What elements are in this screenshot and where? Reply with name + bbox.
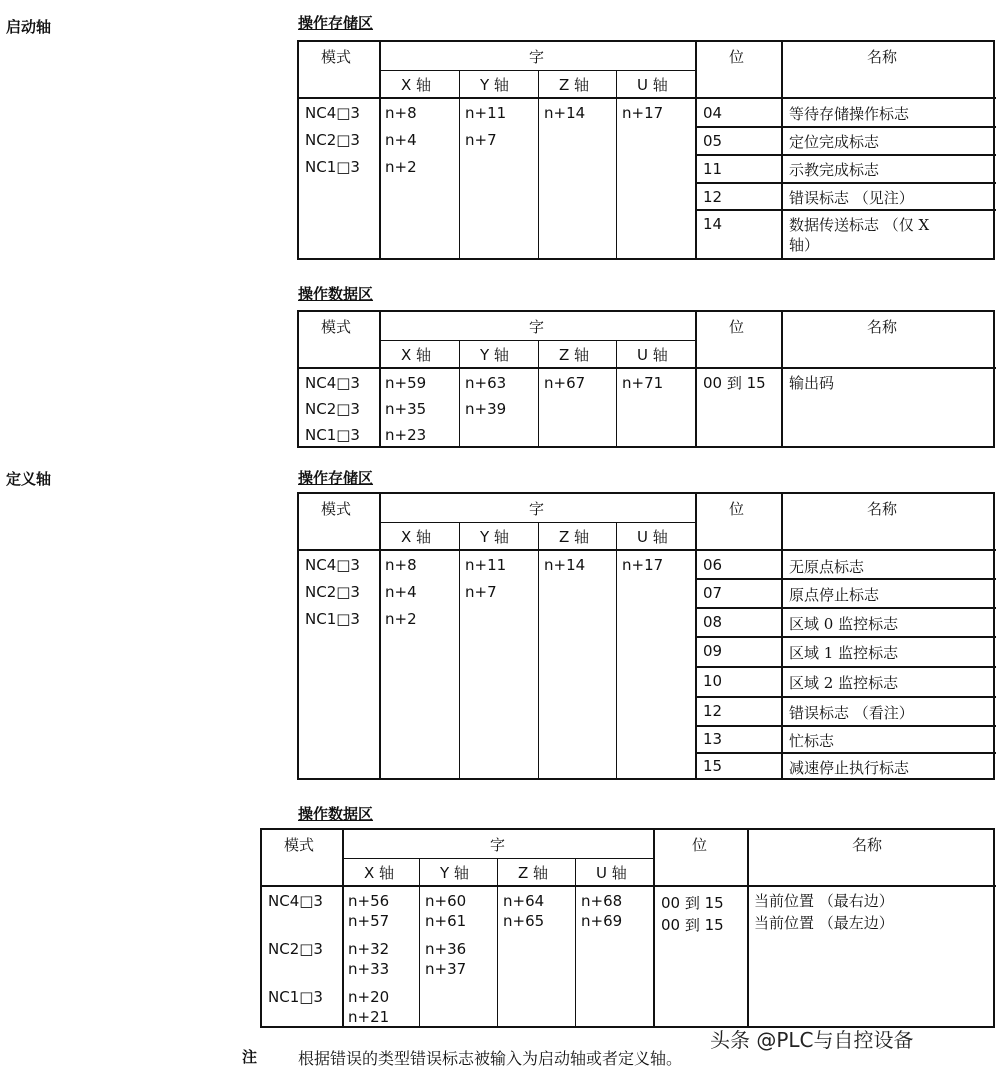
bit-cell: 10	[703, 672, 723, 690]
word-cell: n+11	[465, 556, 507, 574]
note-label: 注	[242, 1048, 258, 1066]
bit-cell: 04	[703, 104, 723, 122]
mode-cell: NC2□3	[268, 940, 323, 958]
name-cell: 原点停止标志	[789, 586, 880, 604]
header-name: 名称	[867, 500, 898, 518]
header-y-axis: Y 轴	[480, 346, 509, 364]
name-cell: 示教完成标志	[789, 161, 880, 179]
table-op-storage-define	[297, 492, 995, 780]
mode-cell: NC1□3	[305, 610, 360, 628]
word-cell: n+68	[581, 892, 623, 910]
mode-cell: NC2□3	[305, 131, 360, 149]
header-word: 字	[529, 48, 545, 66]
mode-cell: NC1□3	[305, 426, 360, 444]
mode-cell: NC4□3	[268, 892, 323, 910]
name-cell: 等待存储操作标志	[789, 105, 910, 123]
name-cell: 减速停止执行标志	[789, 759, 910, 777]
word-cell: n+17	[622, 104, 664, 122]
word-cell: n+65	[503, 912, 545, 930]
header-z-axis: Z 轴	[559, 528, 590, 546]
name-cell: 错误标志 （见注）	[789, 189, 914, 207]
name-cell: 区域 0 监控标志	[789, 615, 899, 633]
word-cell: n+37	[425, 960, 467, 978]
word-cell: n+4	[385, 583, 417, 601]
header-z-axis: Z 轴	[518, 864, 549, 882]
header-y-axis: Y 轴	[480, 76, 509, 94]
word-cell: n+36	[425, 940, 467, 958]
word-cell: n+7	[465, 131, 497, 149]
word-cell: n+67	[544, 374, 586, 392]
word-cell: n+71	[622, 374, 664, 392]
bit-cell: 00 到 15	[661, 916, 724, 934]
word-cell: n+63	[465, 374, 507, 392]
word-cell: n+39	[465, 400, 507, 418]
header-y-axis: Y 轴	[480, 528, 509, 546]
section-title-op-storage-2: 操作存储区	[298, 469, 374, 487]
header-z-axis: Z 轴	[559, 346, 590, 364]
word-cell: n+32	[348, 940, 390, 958]
word-cell: n+4	[385, 131, 417, 149]
bit-cell: 13	[703, 730, 723, 748]
bit-cell: 15	[703, 757, 723, 775]
bit-cell: 12	[703, 702, 723, 720]
bit-cell: 08	[703, 613, 723, 631]
header-name: 名称	[867, 48, 898, 66]
name-cell: 当前位置 （最左边）	[754, 914, 894, 932]
mode-cell: NC1□3	[268, 988, 323, 1006]
bit-cell: 00 到 15	[703, 374, 766, 392]
mode-cell: NC1□3	[305, 158, 360, 176]
word-cell: n+60	[425, 892, 467, 910]
header-x-axis: X 轴	[364, 864, 395, 882]
header-mode: 模式	[321, 48, 352, 66]
word-cell: n+21	[348, 1008, 390, 1026]
word-cell: n+2	[385, 610, 417, 628]
header-name: 名称	[852, 836, 883, 854]
table-op-data-define	[260, 828, 995, 1028]
header-bit: 位	[692, 836, 708, 854]
bit-cell: 07	[703, 584, 723, 602]
word-cell: n+14	[544, 104, 586, 122]
mode-cell: NC2□3	[305, 583, 360, 601]
header-word: 字	[529, 500, 545, 518]
name-cell: 无原点标志	[789, 558, 865, 576]
name-cell: 数据传送标志 （仅 X	[789, 216, 930, 234]
word-cell: n+7	[465, 583, 497, 601]
name-cell: 定位完成标志	[789, 133, 880, 151]
table-op-storage-start	[297, 40, 995, 260]
header-bit: 位	[729, 48, 745, 66]
mode-cell: NC2□3	[305, 400, 360, 418]
header-mode: 模式	[321, 500, 352, 518]
header-y-axis: Y 轴	[440, 864, 469, 882]
table-op-data-start	[297, 310, 995, 448]
bit-cell: 11	[703, 160, 723, 178]
word-cell: n+23	[385, 426, 427, 444]
header-word: 字	[529, 318, 545, 336]
bit-cell: 06	[703, 556, 723, 574]
header-bit: 位	[729, 318, 745, 336]
word-cell: n+8	[385, 104, 417, 122]
mode-cell: NC4□3	[305, 374, 360, 392]
word-cell: n+20	[348, 988, 390, 1006]
word-cell: n+2	[385, 158, 417, 176]
header-x-axis: X 轴	[401, 346, 432, 364]
header-mode: 模式	[284, 836, 315, 854]
header-mode: 模式	[321, 318, 352, 336]
header-u-axis: U 轴	[637, 76, 668, 94]
define-axis-label: 定义轴	[6, 470, 52, 488]
header-name: 名称	[867, 318, 898, 336]
start-axis-label: 启动轴	[6, 18, 52, 36]
section-title-op-data-1: 操作数据区	[298, 285, 374, 303]
header-z-axis: Z 轴	[559, 76, 590, 94]
word-cell: n+14	[544, 556, 586, 574]
word-cell: n+8	[385, 556, 417, 574]
bit-cell: 09	[703, 642, 723, 660]
name-cell: 区域 2 监控标志	[789, 674, 899, 692]
section-title-op-storage-1: 操作存储区	[298, 14, 374, 32]
name-cell: 忙标志	[789, 732, 835, 750]
word-cell: n+59	[385, 374, 427, 392]
header-bit: 位	[729, 500, 745, 518]
word-cell: n+69	[581, 912, 623, 930]
name-cell: 区域 1 监控标志	[789, 644, 899, 662]
mode-cell: NC4□3	[305, 556, 360, 574]
word-cell: n+61	[425, 912, 467, 930]
note-text: 根据错误的类型错误标志被输入为启动轴或者定义轴。	[298, 1049, 683, 1068]
bit-cell: 00 到 15	[661, 894, 724, 912]
bit-cell: 12	[703, 188, 723, 206]
watermark: 头条 @PLC与自控设备	[710, 1028, 914, 1052]
word-cell: n+33	[348, 960, 390, 978]
word-cell: n+64	[503, 892, 545, 910]
bit-cell: 14	[703, 215, 723, 233]
word-cell: n+57	[348, 912, 390, 930]
name-cell: 输出码	[789, 374, 835, 392]
header-x-axis: X 轴	[401, 76, 432, 94]
name-cell: 错误标志 （看注）	[789, 704, 914, 722]
word-cell: n+17	[622, 556, 664, 574]
word-cell: n+11	[465, 104, 507, 122]
section-title-op-data-2: 操作数据区	[298, 805, 374, 823]
bit-cell: 05	[703, 132, 723, 150]
header-u-axis: U 轴	[596, 864, 627, 882]
name-cell: 当前位置 （最右边）	[754, 892, 894, 910]
header-word: 字	[490, 836, 506, 854]
name-cell: 轴）	[789, 236, 820, 254]
word-cell: n+35	[385, 400, 427, 418]
header-x-axis: X 轴	[401, 528, 432, 546]
header-u-axis: U 轴	[637, 528, 668, 546]
word-cell: n+56	[348, 892, 390, 910]
header-u-axis: U 轴	[637, 346, 668, 364]
mode-cell: NC4□3	[305, 104, 360, 122]
